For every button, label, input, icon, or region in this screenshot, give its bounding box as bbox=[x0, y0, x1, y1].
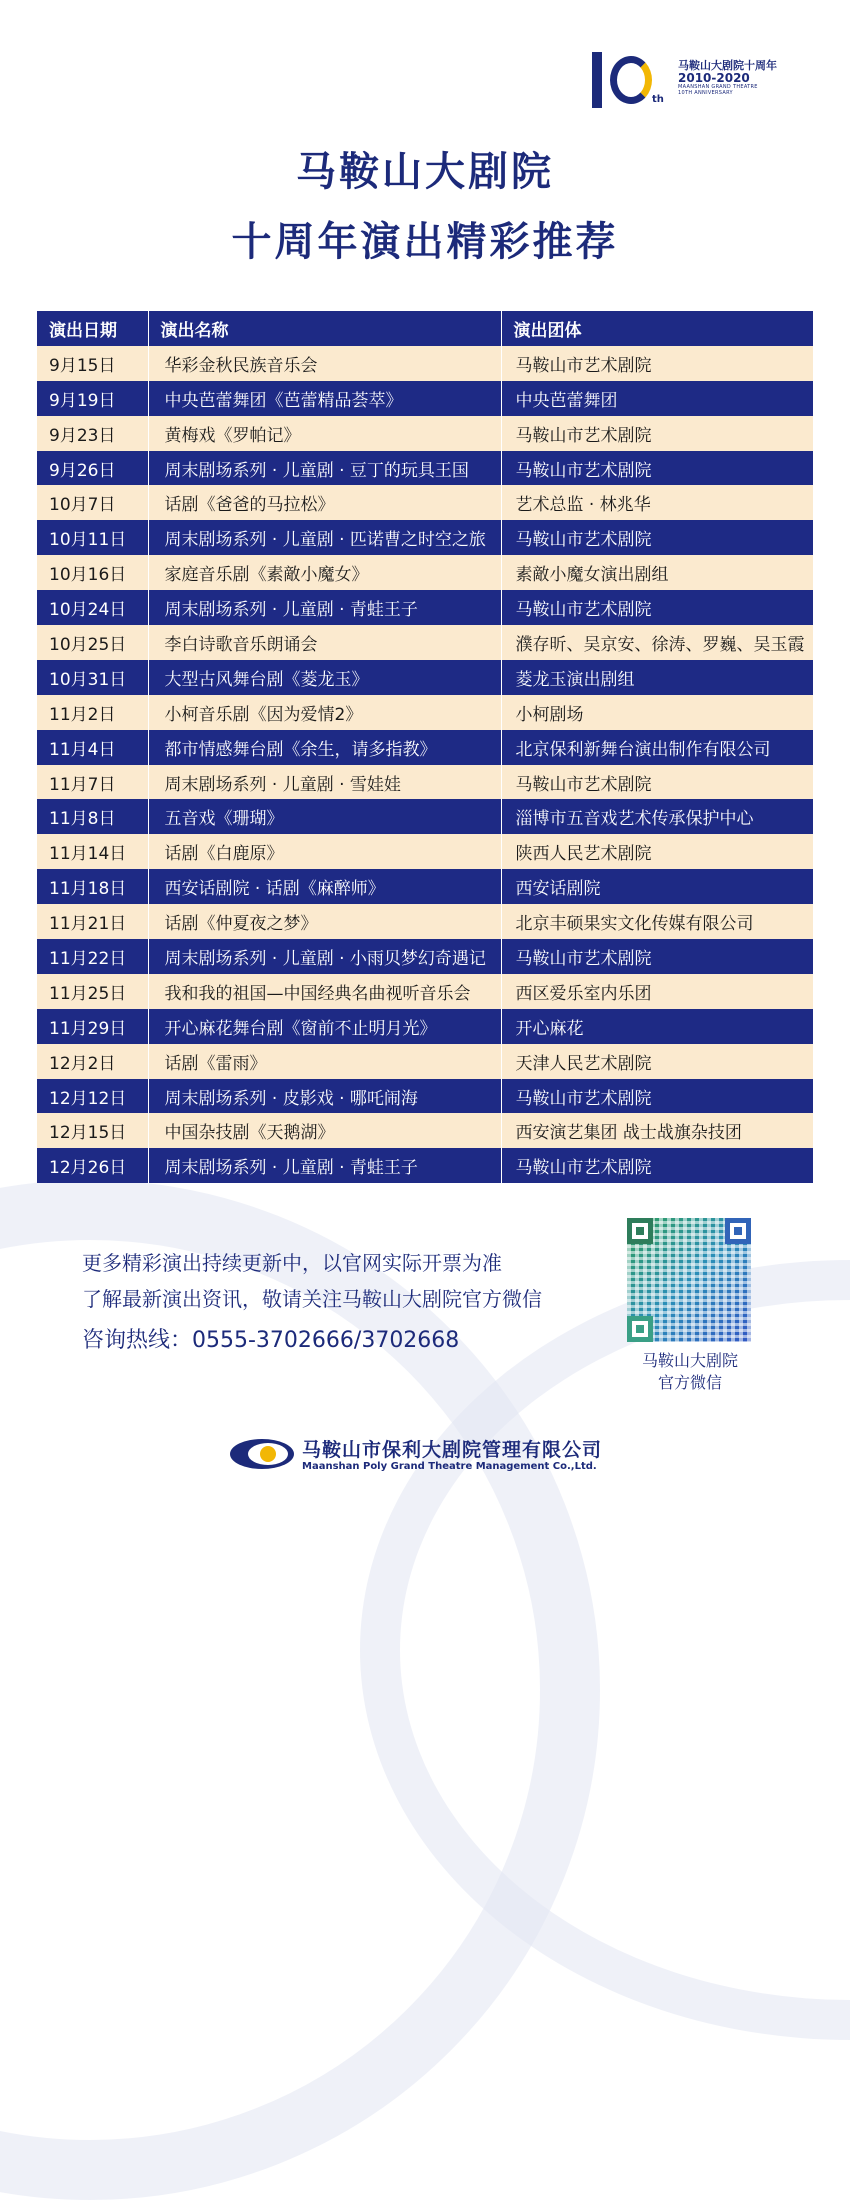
anniversary-en-line1: MAANSHAN GRAND THEATRE bbox=[678, 84, 758, 91]
row-date: 10月7日 bbox=[37, 485, 148, 520]
row-troupe: 马鞍山市艺术剧院 bbox=[515, 1088, 652, 1109]
row-show-name: 西安话剧院 · 话剧《麻醉师》 bbox=[148, 869, 501, 904]
row-show-name: 话剧《白鹿原》 bbox=[148, 834, 501, 869]
row-troupe: 濮存昕、吴京安、徐涛、罗巍、吴玉霞 bbox=[515, 634, 805, 655]
row-date: 9月15日 bbox=[37, 346, 148, 381]
page-title: 马鞍山大剧院 bbox=[296, 149, 554, 195]
row-troupe: 马鞍山市艺术剧院 bbox=[515, 948, 652, 969]
schedule-row bbox=[37, 730, 813, 765]
row-troupe: 北京丰硕果实文化传媒有限公司 bbox=[515, 914, 754, 935]
row-troupe: 西安演艺集团 战士战旗杂技团 bbox=[515, 1123, 742, 1144]
row-date: 11月4日 bbox=[37, 730, 148, 765]
row-troupe: 艺术总监 · 林兆华 bbox=[515, 495, 651, 516]
row-date: 12月15日 bbox=[37, 1113, 148, 1148]
row-troupe: 北京保利新舞台演出制作有限公司 bbox=[515, 739, 771, 760]
qr-caption-line1: 马鞍山大剧院 bbox=[641, 1351, 738, 1370]
schedule-row bbox=[37, 1009, 813, 1044]
row-date: 10月24日 bbox=[37, 590, 148, 625]
schedule-row bbox=[37, 381, 813, 416]
row-troupe: 素敵小魔女演出剧组 bbox=[515, 565, 669, 586]
row-troupe: 马鞍山市艺术剧院 bbox=[515, 530, 652, 551]
anniversary-en-line2: 10TH ANNIVERSARY bbox=[678, 89, 733, 96]
schedule-row bbox=[37, 416, 813, 451]
row-date: 10月25日 bbox=[37, 625, 148, 660]
row-show-name: 我和我的祖国—中国经典名曲视听音乐会 bbox=[148, 974, 501, 1009]
company-name-en: Maanshan Poly Grand Theatre Management Co.,Ltd. bbox=[302, 1461, 597, 1472]
anniversary-logo bbox=[592, 50, 822, 120]
schedule-row bbox=[37, 799, 813, 834]
schedule-row bbox=[37, 555, 813, 590]
row-show-name: 家庭音乐剧《素敵小魔女》 bbox=[148, 555, 501, 590]
row-show-name: 华彩金秋民族音乐会 bbox=[148, 346, 501, 381]
schedule-row bbox=[37, 485, 813, 520]
row-show-name: 周末剧场系列 · 儿童剧 · 小雨贝梦幻奇遇记 bbox=[148, 939, 501, 974]
row-show-name: 开心麻花舞台剧《窗前不止明月光》 bbox=[148, 1009, 501, 1044]
row-date: 10月31日 bbox=[37, 660, 148, 695]
schedule-row bbox=[37, 660, 813, 695]
anniversary-number-zero bbox=[610, 56, 652, 104]
row-show-name: 周末剧场系列 · 皮影戏 · 哪吒闹海 bbox=[148, 1079, 501, 1114]
row-show-name: 周末剧场系列 · 儿童剧 · 匹诺曹之时空之旅 bbox=[148, 520, 501, 555]
row-date: 10月11日 bbox=[37, 520, 148, 555]
anniversary-years: 2010-2020 bbox=[678, 71, 750, 86]
row-show-name: 中国杂技剧《天鹅湖》 bbox=[148, 1113, 501, 1148]
schedule-row bbox=[37, 904, 813, 939]
qr-finder-pattern bbox=[627, 1218, 653, 1244]
row-troupe: 陕西人民艺术剧院 bbox=[515, 844, 652, 865]
row-date: 11月14日 bbox=[37, 834, 148, 869]
qr-caption bbox=[610, 1350, 770, 1394]
header-date: 演出日期 bbox=[37, 311, 148, 346]
anniversary-number-one bbox=[592, 52, 602, 108]
info-block bbox=[82, 1245, 542, 1359]
schedule-row bbox=[37, 520, 813, 555]
schedule-row bbox=[37, 939, 813, 974]
row-show-name: 中央芭蕾舞团《芭蕾精品荟萃》 bbox=[148, 381, 501, 416]
row-troupe: 马鞍山市艺术剧院 bbox=[515, 774, 652, 795]
schedule-row bbox=[37, 834, 813, 869]
row-troupe: 中央芭蕾舞团 bbox=[515, 390, 618, 411]
row-troupe: 马鞍山市艺术剧院 bbox=[515, 600, 652, 621]
row-troupe: 小柯剧场 bbox=[515, 704, 584, 725]
row-troupe: 马鞍山市艺术剧院 bbox=[515, 460, 652, 481]
row-date: 11月2日 bbox=[37, 695, 148, 730]
anniversary-suffix: th bbox=[652, 94, 664, 105]
row-troupe: 菱龙玉演出剧组 bbox=[515, 669, 635, 690]
company-name-cn: 马鞍山市保利大剧院管理有限公司 bbox=[302, 1439, 603, 1461]
qr-finder-pattern bbox=[627, 1316, 653, 1342]
row-show-name: 黄梅戏《罗帕记》 bbox=[148, 416, 501, 451]
schedule-row bbox=[37, 1148, 813, 1183]
info-follow-note: 了解最新演出资讯，敬请关注马鞍山大剧院官方微信 bbox=[82, 1287, 542, 1311]
row-show-name: 周末剧场系列 · 儿童剧 · 青蛙王子 bbox=[148, 1148, 501, 1183]
row-show-name: 周末剧场系列 · 儿童剧 · 雪娃娃 bbox=[148, 765, 501, 800]
qr-finder-pattern bbox=[725, 1218, 751, 1244]
row-troupe: 开心麻花 bbox=[515, 1018, 584, 1039]
schedule-row bbox=[37, 451, 813, 486]
company-logo bbox=[230, 1435, 620, 1479]
anniversary-cn-title: 马鞍山大剧院十周年 bbox=[678, 59, 777, 72]
row-show-name: 五音戏《珊瑚》 bbox=[148, 799, 501, 834]
page-subtitle: 十周年演出精彩推荐 bbox=[231, 219, 619, 265]
row-show-name: 李白诗歌音乐朗诵会 bbox=[148, 625, 501, 660]
row-date: 11月22日 bbox=[37, 939, 148, 974]
qr-code bbox=[627, 1218, 751, 1342]
row-troupe: 天津人民艺术剧院 bbox=[515, 1053, 652, 1074]
schedule-row bbox=[37, 1044, 813, 1079]
row-show-name: 周末剧场系列 · 儿童剧 · 豆丁的玩具王国 bbox=[148, 451, 501, 486]
row-date: 9月26日 bbox=[37, 451, 148, 486]
row-troupe: 西安话剧院 bbox=[515, 879, 601, 900]
row-troupe: 马鞍山市艺术剧院 bbox=[515, 1158, 652, 1179]
schedule-header-row bbox=[37, 311, 813, 346]
schedule-row bbox=[37, 695, 813, 730]
row-date: 12月2日 bbox=[37, 1044, 148, 1079]
row-date: 10月16日 bbox=[37, 555, 148, 590]
schedule-row bbox=[37, 765, 813, 800]
row-date: 11月21日 bbox=[37, 904, 148, 939]
row-date: 12月26日 bbox=[37, 1148, 148, 1183]
schedule-row bbox=[37, 869, 813, 904]
row-troupe: 淄博市五音戏艺术传承保护中心 bbox=[515, 809, 754, 830]
row-date: 11月8日 bbox=[37, 799, 148, 834]
row-show-name: 话剧《爸爸的马拉松》 bbox=[148, 485, 501, 520]
hotline: 咨询热线：0555-3702666/3702668 bbox=[82, 1328, 460, 1353]
schedule-row bbox=[37, 346, 813, 381]
qr-caption-line2: 官方微信 bbox=[657, 1373, 722, 1392]
header-troupe: 演出团体 bbox=[513, 320, 582, 341]
schedule-row bbox=[37, 1113, 813, 1148]
row-show-name: 周末剧场系列 · 儿童剧 · 青蛙王子 bbox=[148, 590, 501, 625]
row-troupe: 马鞍山市艺术剧院 bbox=[515, 425, 652, 446]
schedule-row bbox=[37, 1079, 813, 1114]
row-date: 11月7日 bbox=[37, 765, 148, 800]
info-update-note: 更多精彩演出持续更新中，以官网实际开票为准 bbox=[82, 1251, 502, 1275]
row-date: 11月18日 bbox=[37, 869, 148, 904]
row-date: 11月25日 bbox=[37, 974, 148, 1009]
row-troupe: 马鞍山市艺术剧院 bbox=[515, 355, 652, 376]
header-show-name: 演出名称 bbox=[148, 311, 501, 346]
schedule-row bbox=[37, 625, 813, 660]
row-show-name: 大型古风舞台剧《菱龙玉》 bbox=[148, 660, 501, 695]
row-show-name: 小柯音乐剧《因为爱情2》 bbox=[148, 695, 501, 730]
background-swirl bbox=[360, 1260, 850, 2040]
schedule-row bbox=[37, 590, 813, 625]
row-show-name: 话剧《仲夏夜之梦》 bbox=[148, 904, 501, 939]
row-date: 9月19日 bbox=[37, 381, 148, 416]
row-show-name: 话剧《雷雨》 bbox=[148, 1044, 501, 1079]
schedule-table bbox=[37, 311, 813, 1183]
row-date: 12月12日 bbox=[37, 1079, 148, 1114]
row-troupe: 西区爱乐室内乐团 bbox=[515, 983, 652, 1004]
row-show-name: 都市情感舞台剧《余生，请多指教》 bbox=[148, 730, 501, 765]
schedule-row bbox=[37, 974, 813, 1009]
eye-logo-pupil bbox=[260, 1446, 276, 1462]
row-date: 11月29日 bbox=[37, 1009, 148, 1044]
row-date: 9月23日 bbox=[37, 416, 148, 451]
